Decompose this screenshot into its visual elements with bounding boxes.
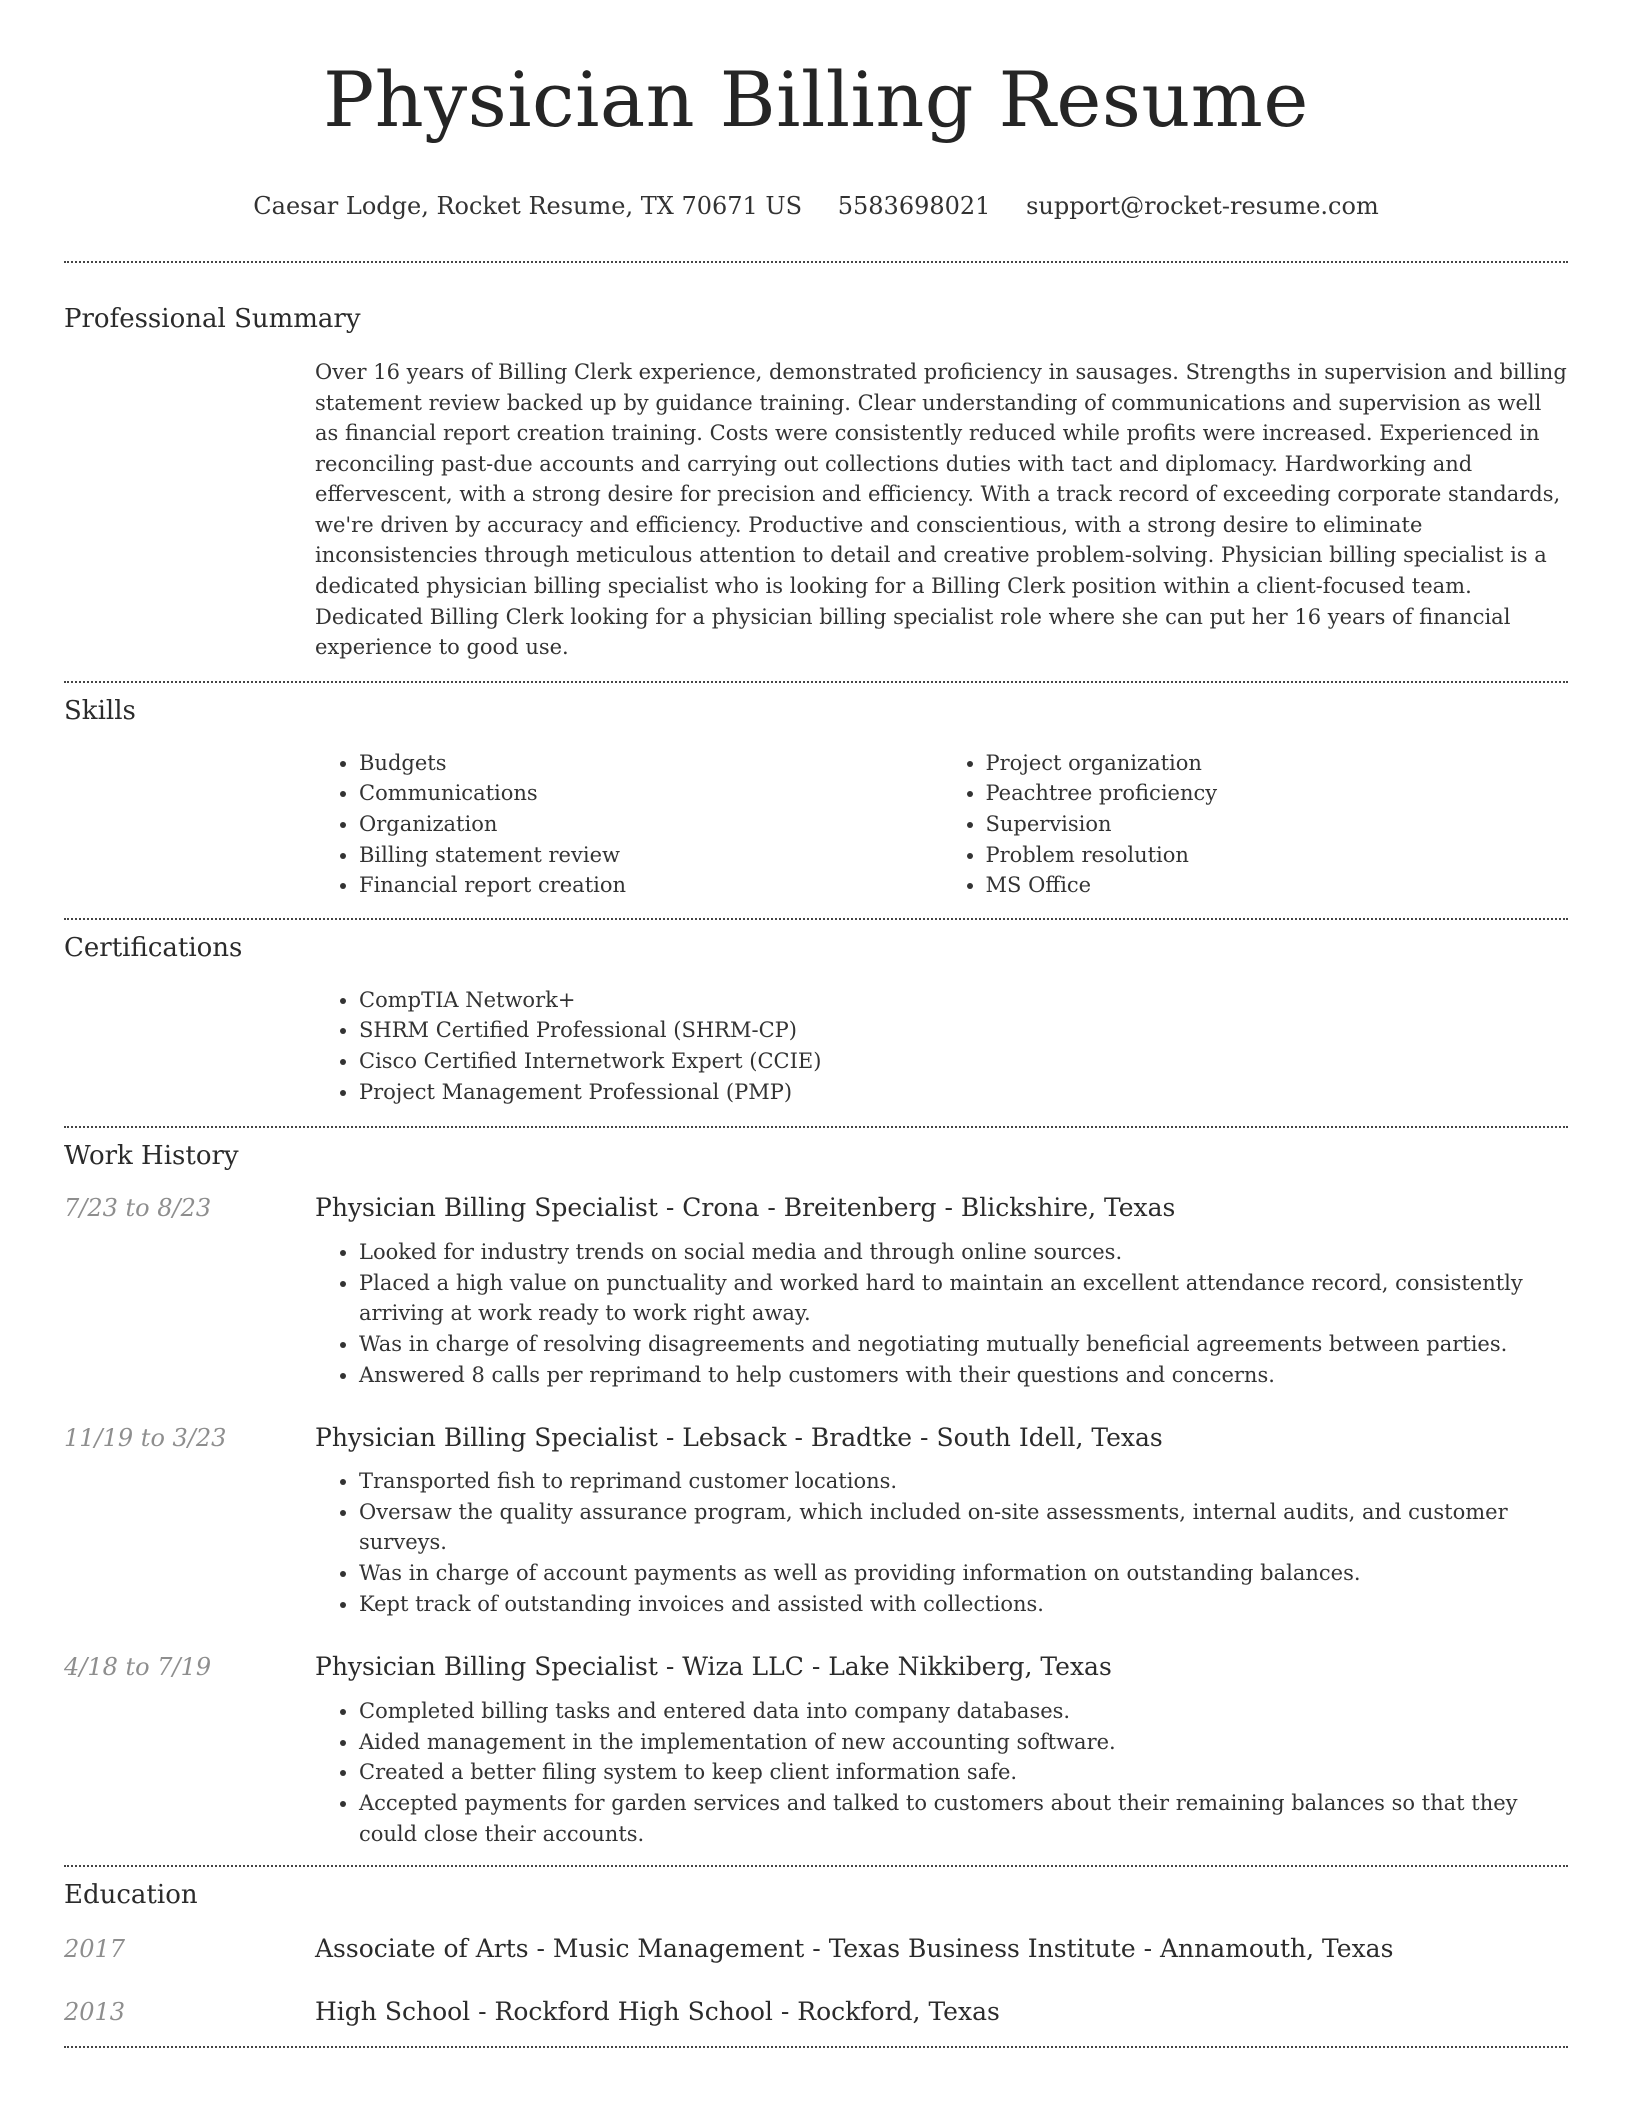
job-bullet: • Kept track of outstanding invoices and assisted with collections. <box>359 1589 1568 1620</box>
skill-item: • Organization <box>359 809 942 840</box>
job-bullet: • Was in charge of resolving disagreements and negotiating mutually beneficial agreements between parties. <box>359 1329 1568 1360</box>
contact-line <box>64 189 1568 223</box>
skill-item: • Problem resolution <box>986 840 1569 871</box>
skills-list <box>315 748 1568 901</box>
skill-item: • Financial report creation <box>359 870 942 901</box>
job-bullet: • Answered 8 calls per reprimand to help customers with their questions and concerns. <box>359 1360 1568 1391</box>
section-divider <box>64 1865 1568 1867</box>
certifications-heading: Certifications <box>64 932 243 963</box>
certification-item: • CompTIA Network+ <box>359 985 1568 1016</box>
skill-item: • Project organization <box>986 748 1569 779</box>
job-bullet: • Created a better filing system to keep client information safe. <box>359 1757 1568 1788</box>
skill-item: • Billing statement review <box>359 840 942 871</box>
section-divider <box>64 2046 1568 2048</box>
contact-phone: 5583698021 <box>837 191 991 220</box>
job-entry <box>64 1423 1568 1619</box>
work-history-heading: Work History <box>64 1141 239 1172</box>
resume-page <box>64 0 1568 2048</box>
summary-heading: Professional Summary <box>64 303 361 334</box>
skills-heading: Skills <box>64 695 136 726</box>
job-bullet: • Accepted payments for garden services and talked to customers about their remaining balances so that they could close their accounts. <box>359 1788 1568 1849</box>
job-bullets <box>315 1466 1568 1619</box>
skill-item: • Communications <box>359 778 942 809</box>
certification-item: • Cisco Certified Internetwork Expert (CCIE) <box>359 1046 1568 1077</box>
education-detail: Associate of Arts - Music Management - Texas Business Institute - Annamouth, Texas <box>315 1934 1394 1964</box>
job-dates: 11/19 to 3/23 <box>64 1424 227 1453</box>
skill-item: • Supervision <box>986 809 1569 840</box>
job-bullet: • Aided management in the implementation of new accounting software. <box>359 1727 1568 1758</box>
section-divider <box>64 681 1568 683</box>
job-dates: 7/23 to 8/23 <box>64 1194 212 1223</box>
job-bullets <box>315 1696 1568 1849</box>
section-divider <box>64 261 1568 263</box>
skill-item: • Budgets <box>359 748 942 779</box>
job-bullet: • Transported fish to reprimand customer locations. <box>359 1466 1568 1497</box>
job-bullet: • Oversaw the quality assurance program, which included on-site assessments, internal audits, and customer surveys. <box>359 1497 1568 1558</box>
skill-item: • MS Office <box>986 870 1569 901</box>
job-title: Physician Billing Specialist - Crona - Breitenberg - Blickshire, Texas <box>315 1193 1176 1223</box>
job-entry <box>64 1193 1568 1390</box>
skills-column-right <box>942 748 1569 901</box>
job-title: Physician Billing Specialist - Lebsack - Bradtke - South Idell, Texas <box>315 1423 1163 1453</box>
job-bullet: • Completed billing tasks and entered data into company databases. <box>359 1696 1568 1727</box>
education-entry <box>64 1934 1568 1963</box>
education-year: 2017 <box>64 1935 126 1964</box>
contact-email[interactable]: support@rocket-resume.com <box>1026 191 1379 220</box>
education-heading: Education <box>64 1880 198 1911</box>
job-bullet: • Was in charge of account payments as well as providing information on outstanding balances. <box>359 1558 1568 1589</box>
section-divider <box>64 918 1568 920</box>
resume-title: Physician Billing Resume <box>323 55 1309 144</box>
job-bullet: • Placed a high value on punctuality and worked hard to maintain an excellent attendance record, consistently arriving at work ready to work right away. <box>359 1268 1568 1329</box>
certification-item: • SHRM Certified Professional (SHRM-CP) <box>359 1015 1568 1046</box>
job-bullets <box>315 1237 1568 1390</box>
education-detail: High School - Rockford High School - Rockford, Texas <box>315 1997 1000 2027</box>
certifications-list <box>315 985 1568 1107</box>
job-entry <box>64 1652 1568 1849</box>
job-dates: 4/18 to 7/19 <box>64 1653 212 1682</box>
education-year: 2013 <box>64 1998 126 2027</box>
contact-address: Caesar Lodge, Rocket Resume, TX 70671 US <box>253 191 803 220</box>
job-bullet: • Looked for industry trends on social media and through online sources. <box>359 1237 1568 1268</box>
section-divider <box>64 1126 1568 1128</box>
skill-item: • Peachtree proficiency <box>986 778 1569 809</box>
skills-column-left <box>315 748 942 901</box>
summary-text: Over 16 years of Billing Clerk experience, demonstrated proficiency in sausages. Strengths in supervision and billing statement review backed up by guidance training. Clear understanding of communications and supervision as well as financial report creation training. Costs were consistently reduced while profits were increased. Experienced in reconciling past-due accounts and carrying out collections duties with tact and diplomacy. Hardworking and effervescent, with a strong desire for precision and efficiency. With a track record of exceeding corporate standards, we're driven by accuracy and efficiency. Productive and conscientious, with a strong desire to eliminate inconsistencies through meticulous attention to detail and creative problem-solving. Physician billing specialist is a dedicated physician billing specialist who is looking for a Billing Clerk position within a client-focused team. Dedicated Billing Clerk looking for a physician billing specialist role where she can put her 16 years of financial experience to good use. <box>315 359 1567 660</box>
job-title: Physician Billing Specialist - Wiza LLC - Lake Nikkiberg, Texas <box>315 1652 1112 1682</box>
certification-item: • Project Management Professional (PMP) <box>359 1077 1568 1108</box>
education-entry <box>64 1997 1568 2026</box>
